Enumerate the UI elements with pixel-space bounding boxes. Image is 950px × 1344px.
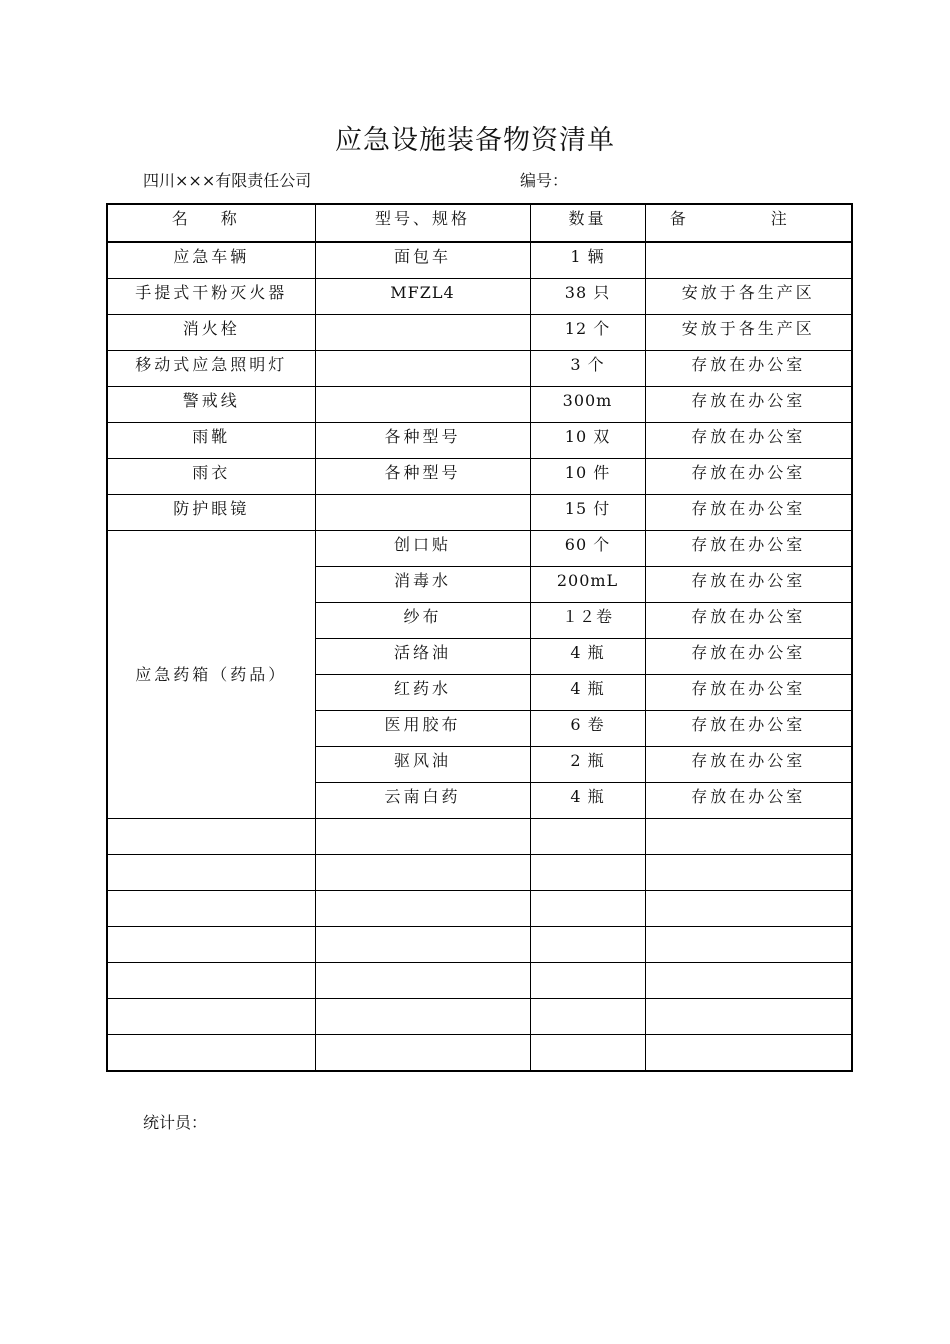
table-row bbox=[107, 495, 852, 531]
empty-cell bbox=[315, 927, 530, 963]
empty-cell bbox=[645, 1035, 852, 1072]
cell-note: 存放在办公室 bbox=[645, 711, 852, 747]
table-row bbox=[107, 315, 852, 351]
cell-model: 纱布 bbox=[315, 603, 530, 639]
empty-cell bbox=[645, 819, 852, 855]
table-row bbox=[107, 279, 852, 315]
cell-note: 存放在办公室 bbox=[645, 531, 852, 567]
empty-cell bbox=[645, 927, 852, 963]
empty-cell bbox=[107, 963, 315, 999]
empty-cell bbox=[107, 1035, 315, 1072]
table-row bbox=[107, 423, 852, 459]
cell-name: 消火栓 bbox=[107, 315, 315, 351]
empty-cell bbox=[107, 891, 315, 927]
empty-cell bbox=[530, 999, 645, 1035]
cell-model bbox=[315, 315, 530, 351]
table-row-empty bbox=[107, 999, 852, 1035]
cell-note: 存放在办公室 bbox=[645, 423, 852, 459]
cell-qty: 3 个 bbox=[530, 351, 645, 387]
cell-model: 驱风油 bbox=[315, 747, 530, 783]
cell-note: 存放在办公室 bbox=[645, 567, 852, 603]
header-name: 名 称 bbox=[107, 204, 315, 242]
cell-note: 存放在办公室 bbox=[645, 495, 852, 531]
table-row-empty bbox=[107, 963, 852, 999]
cell-model: 消毒水 bbox=[315, 567, 530, 603]
header-note: 备 注 bbox=[645, 204, 852, 242]
empty-cell bbox=[645, 855, 852, 891]
cell-qty: 2 瓶 bbox=[530, 747, 645, 783]
cell-name: 雨衣 bbox=[107, 459, 315, 495]
header-model: 型号、规格 bbox=[315, 204, 530, 242]
cell-model: 各种型号 bbox=[315, 423, 530, 459]
table-row bbox=[107, 387, 852, 423]
empty-cell bbox=[530, 855, 645, 891]
table-row-medkit bbox=[107, 531, 852, 567]
cell-note: 安放于各生产区 bbox=[645, 315, 852, 351]
cell-note: 存放在办公室 bbox=[645, 675, 852, 711]
cell-model: 活络油 bbox=[315, 639, 530, 675]
cell-qty: 15 付 bbox=[530, 495, 645, 531]
table-row bbox=[107, 242, 852, 279]
cell-note bbox=[645, 242, 852, 279]
table-row bbox=[107, 351, 852, 387]
empty-cell bbox=[107, 999, 315, 1035]
cell-model: 各种型号 bbox=[315, 459, 530, 495]
table-row-empty bbox=[107, 891, 852, 927]
cell-model: 医用胶布 bbox=[315, 711, 530, 747]
cell-qty: 10 双 bbox=[530, 423, 645, 459]
cell-qty: 6 卷 bbox=[530, 711, 645, 747]
empty-cell bbox=[315, 963, 530, 999]
empty-cell bbox=[107, 855, 315, 891]
table-row-empty bbox=[107, 855, 852, 891]
cell-qty: 4 瓶 bbox=[530, 675, 645, 711]
empty-cell bbox=[107, 819, 315, 855]
cell-model bbox=[315, 351, 530, 387]
inventory-table bbox=[106, 203, 853, 1072]
empty-cell bbox=[315, 1035, 530, 1072]
cell-note: 存放在办公室 bbox=[645, 387, 852, 423]
cell-qty: 10 件 bbox=[530, 459, 645, 495]
empty-cell bbox=[530, 1035, 645, 1072]
empty-cell bbox=[530, 927, 645, 963]
cell-qty: 12 个 bbox=[530, 315, 645, 351]
cell-name: 雨靴 bbox=[107, 423, 315, 459]
table-header-row bbox=[107, 204, 852, 242]
empty-cell bbox=[315, 855, 530, 891]
page-title: 应急设施装备物资清单 bbox=[335, 125, 615, 156]
cell-name: 警戒线 bbox=[107, 387, 315, 423]
empty-cell bbox=[315, 819, 530, 855]
cell-qty: 200mL bbox=[530, 567, 645, 603]
cell-note: 存放在办公室 bbox=[645, 459, 852, 495]
table-row bbox=[107, 459, 852, 495]
cell-note: 存放在办公室 bbox=[645, 747, 852, 783]
cell-qty: 1 辆 bbox=[530, 242, 645, 279]
cell-note: 存放在办公室 bbox=[645, 639, 852, 675]
cell-model: 创口贴 bbox=[315, 531, 530, 567]
cell-name: 应急车辆 bbox=[107, 242, 315, 279]
table-row-empty bbox=[107, 819, 852, 855]
empty-cell bbox=[315, 891, 530, 927]
empty-cell bbox=[530, 819, 645, 855]
cell-model bbox=[315, 387, 530, 423]
cell-model: MFZL4 bbox=[315, 279, 530, 315]
empty-cell bbox=[530, 963, 645, 999]
cell-qty: 300m bbox=[530, 387, 645, 423]
cell-note: 存放在办公室 bbox=[645, 783, 852, 819]
company-name: 四川×××有限责任公司 bbox=[143, 171, 312, 190]
statistician-label: 统计员： bbox=[143, 1113, 208, 1132]
empty-cell bbox=[107, 927, 315, 963]
cell-qty: 4 瓶 bbox=[530, 639, 645, 675]
empty-cell bbox=[315, 999, 530, 1035]
cell-name: 防护眼镜 bbox=[107, 495, 315, 531]
cell-note: 安放于各生产区 bbox=[645, 279, 852, 315]
cell-note: 存放在办公室 bbox=[645, 603, 852, 639]
empty-cell bbox=[645, 999, 852, 1035]
cell-name: 移动式应急照明灯 bbox=[107, 351, 315, 387]
cell-name: 手提式干粉灭火器 bbox=[107, 279, 315, 315]
cell-note: 存放在办公室 bbox=[645, 351, 852, 387]
table-row-empty bbox=[107, 1035, 852, 1072]
empty-cell bbox=[645, 891, 852, 927]
cell-model bbox=[315, 495, 530, 531]
cell-model: 面包车 bbox=[315, 242, 530, 279]
cell-qty: １２卷 bbox=[530, 603, 645, 639]
cell-qty: 4 瓶 bbox=[530, 783, 645, 819]
cell-qty: 60 个 bbox=[530, 531, 645, 567]
cell-model: 红药水 bbox=[315, 675, 530, 711]
cell-model: 云南白药 bbox=[315, 783, 530, 819]
table-row-empty bbox=[107, 927, 852, 963]
empty-cell bbox=[530, 891, 645, 927]
cell-qty: 38 只 bbox=[530, 279, 645, 315]
cell-medkit-name: 应急药箱（药品） bbox=[107, 531, 315, 819]
header-qty: 数量 bbox=[530, 204, 645, 242]
document-number-label: 编号： bbox=[520, 171, 569, 190]
empty-cell bbox=[645, 963, 852, 999]
